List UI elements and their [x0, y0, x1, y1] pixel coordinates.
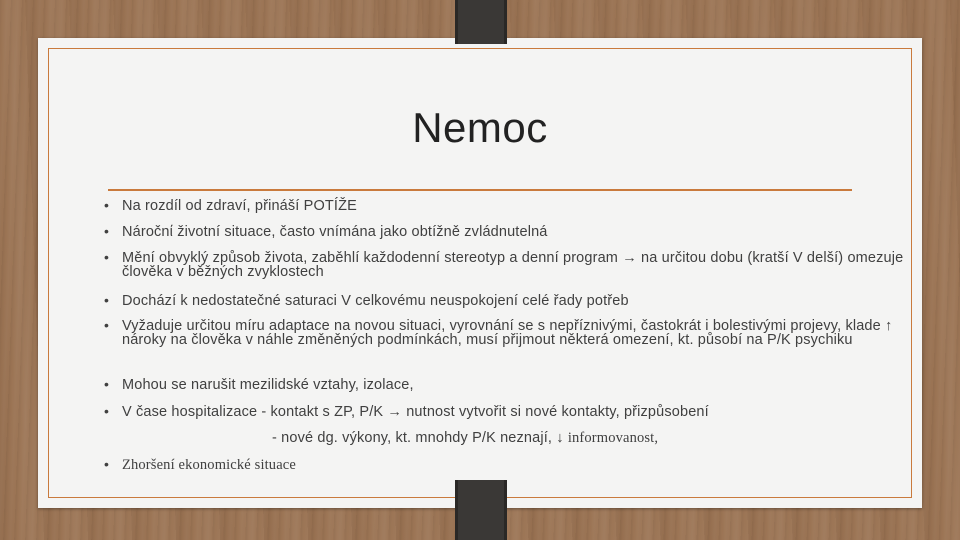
slide-title: Nemoc	[412, 104, 548, 151]
list-item: Mění obvyklý způsob života, zaběhlí každodenní stereotyp a denní program → na určitou dobu (kratší V delší) omezuje člověka v běžných zvyklostech	[122, 250, 904, 280]
list-item: Vyžaduje určitou míru adaptace na novou situaci, vyrovnání se s nepříznivými, častokrát i bolestivými projevy, klade ↑ nároky na člověka v náhle změněných podmínkách, musí přijmout některá omezení, kt. působí na P/K psychiku	[122, 318, 893, 348]
bullet-marker: •	[104, 317, 109, 333]
continuation-serif-text: informovanost,	[567, 430, 659, 446]
bullet-marker: •	[104, 376, 109, 392]
bullet-marker: •	[104, 292, 109, 308]
bullet-marker: •	[104, 223, 109, 239]
list-item: Zhoršení ekonomické situace	[122, 457, 296, 473]
bullet-marker: •	[104, 249, 109, 265]
list-item: Náročnί životní situace, často vnímána jako obtížně zvládnutelná	[122, 224, 548, 240]
bullet-marker: •	[104, 197, 109, 213]
list-item: Mohou se narušit mezilidské vztahy, izolace,	[122, 377, 414, 393]
list-item: Dochází k nedostatečné saturaci V celkovému neuspokojení celé řady potřeb	[122, 293, 629, 309]
bullet-marker: •	[104, 456, 109, 472]
list-item: V čase hospitalizace - kontakt s ZP, P/K → nutnost vytvořit si nové kontakty, přizpůsobení	[122, 404, 709, 420]
list-item: Na rozdíl od zdraví, přináší POTÍŽE	[122, 198, 357, 214]
list-item-continuation	[272, 430, 658, 447]
bullet-marker: •	[104, 403, 109, 419]
continuation-text: - nové dg. výkony, kt. mnohdy P/K neznají, ↓	[272, 430, 564, 446]
